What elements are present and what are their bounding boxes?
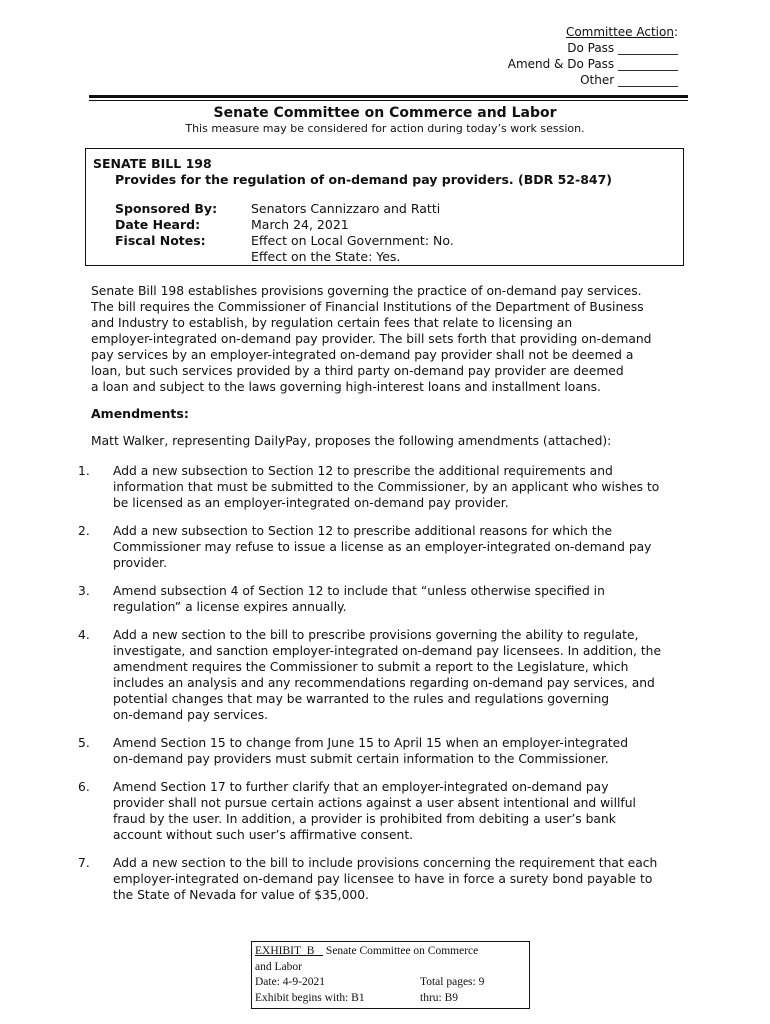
meta-label [115, 249, 251, 265]
amendment-line: amendment requires the Commissioner to submit a report to the Legislature, which [113, 660, 629, 674]
amendment-line: potential changes that may be warranted to the rules and regulations governing [113, 692, 610, 706]
amendment-line: fraud by the user. In addition, a provider is prohibited from debiting a user’s bank [113, 812, 616, 826]
amendments-heading: Amendments: [91, 406, 189, 421]
amendment-text [113, 627, 693, 723]
summary-line: a loan and subject to the laws governing high-interest loans and installment loans. [91, 380, 601, 394]
header-rule-thick [89, 95, 688, 98]
meta-label: Date Heard: [115, 217, 201, 232]
exhibit-label: EXHIBIT [255, 945, 301, 957]
meta-label: Sponsored By: [115, 201, 218, 216]
amendments-intro: Matt Walker, representing DailyPay, proposes the following amendments (attached): [91, 434, 612, 448]
exhibit-row-1 [255, 944, 526, 960]
amendment-line: on-demand pay services. [113, 708, 269, 722]
amendment-line: Amend Section 17 to further clarify that an employer-integrated on-demand pay [113, 780, 609, 794]
exhibit-committee: Senate Committee on Commerce [325, 945, 479, 957]
exhibit-committee-cont: and Labor [255, 960, 302, 973]
meta-value: March 24, 2021 [251, 217, 349, 232]
exhibit-total-pages: Total pages: 9 [420, 976, 485, 988]
committee-action-block [508, 24, 678, 88]
summary-line: and Industry to establish, by regulation certain fees that relate to licensing an [91, 316, 573, 330]
amendment-text [113, 779, 693, 843]
amendment-text [113, 855, 693, 903]
summary-line: The bill requires the Commissioner of Financial Institutions of the Department of Business [91, 300, 644, 314]
amendment-line: regulation” a license expires annually. [113, 600, 347, 614]
amendment-line: employer-integrated on-demand pay licensee to have in force a surety bond payable to [113, 872, 653, 886]
amendment-line: Add a new subsection to Section 12 to prescribe the additional requirements and [113, 464, 613, 478]
summary-line: loan, but such services provided by a third party on-demand pay provider are deemed [91, 364, 624, 378]
amendment-number: 2. [78, 524, 90, 538]
amendment-text [113, 735, 693, 767]
exhibit-thru: thru: B9 [420, 991, 459, 1004]
amendment-number: 6. [78, 780, 90, 794]
meta-value: Senators Cannizzaro and Ratti [251, 201, 441, 216]
meta-value: Effect on Local Government: No. [251, 233, 454, 248]
amendment-line: provider shall not pursue certain actions against a user absent intentional and willful [113, 796, 636, 810]
exhibit-stamp [251, 941, 530, 1009]
amendment-text [113, 463, 693, 511]
amendment-line: account without such user’s affirmative consent. [113, 828, 414, 842]
header-rule-thin [89, 100, 688, 101]
bill-summary [91, 283, 681, 395]
amendment-number: 3. [78, 584, 90, 598]
bill-info-box [85, 148, 684, 266]
amendment-line: Add a new section to the bill to include provisions concerning the requirement that each [113, 856, 658, 870]
bill-title: Provides for the regulation of on-demand pay providers. (BDR 52-847) [115, 172, 612, 187]
exhibit-date: Date: 4-9-2021 [255, 976, 325, 988]
meta-row-fiscal [115, 233, 454, 249]
amendment-number: 1. [78, 464, 90, 478]
committee-name: Senate Committee on Commerce and Labor [213, 105, 557, 121]
meta-value: Effect on the State: Yes. [251, 249, 401, 264]
summary-line: employer-integrated on-demand pay provider. The bill sets forth that providing on-demand [91, 332, 652, 346]
amendment-line: Add a new section to the bill to prescribe provisions governing the ability to regulate, [113, 628, 639, 642]
exhibit-row-3 [255, 975, 526, 991]
amend-do-pass-line: Amend & Do Pass __________ [507, 57, 678, 71]
committee-action-label: Committee Action [565, 25, 674, 39]
summary-line: Senate Bill 198 establishes provisions governing the practice of on-demand pay services. [91, 284, 642, 298]
exhibit-letter: B [306, 945, 315, 957]
amendment-text [113, 523, 693, 571]
meta-row-sponsor [115, 201, 454, 217]
committee-action-title [508, 24, 678, 40]
amendment-line: the State of Nevada for value of $35,000. [113, 888, 369, 902]
amendment-line: Amend Section 15 to change from June 15 to April 15 when an employer-integrated [113, 736, 629, 750]
exhibit-begins: Exhibit begins with: B1 [255, 991, 365, 1004]
amendment-line: provider. [113, 556, 168, 570]
amendment-line: Commissioner may refuse to issue a license as an employer-integrated on-demand pay [113, 540, 652, 554]
do-pass-line: Do Pass __________ [567, 41, 678, 55]
meta-row-fiscal-state [115, 249, 454, 265]
amendment-line: includes an analysis and any recommendations regarding on-demand pay services, and [113, 676, 655, 690]
amendment-text [113, 583, 693, 615]
committee-note: This measure may be considered for action during today’s work session. [185, 122, 585, 135]
amendment-line: information that must be submitted to the Commissioner, by an applicant who wishes to [113, 480, 660, 494]
meta-row-date [115, 217, 454, 233]
summary-line: pay services by an employer-integrated on-demand pay provider shall not be deemed a [91, 348, 634, 362]
committee-action-colon: : [673, 25, 678, 39]
amendment-line: Amend subsection 4 of Section 12 to include that “unless otherwise specified in [113, 584, 605, 598]
amendment-line: Add a new subsection to Section 12 to prescribe additional reasons for which the [113, 524, 613, 538]
amendment-number: 4. [78, 628, 90, 642]
exhibit-row-2 [255, 960, 526, 976]
amendment-number: 7. [78, 856, 90, 870]
amendment-line: investigate, and sanction employer-integrated on-demand pay licensees. In addition, the [113, 644, 662, 658]
meta-label: Fiscal Notes: [115, 233, 206, 248]
amendment-number: 5. [78, 736, 90, 750]
bill-number: SENATE BILL 198 [93, 156, 212, 171]
exhibit-row-4 [255, 991, 526, 1007]
amendment-line: be licensed as an employer-integrated on-demand pay provider. [113, 496, 509, 510]
bill-meta [115, 201, 454, 265]
amendment-line: on-demand pay providers must submit certain information to the Commissioner. [113, 752, 609, 766]
other-line: Other __________ [580, 73, 678, 87]
